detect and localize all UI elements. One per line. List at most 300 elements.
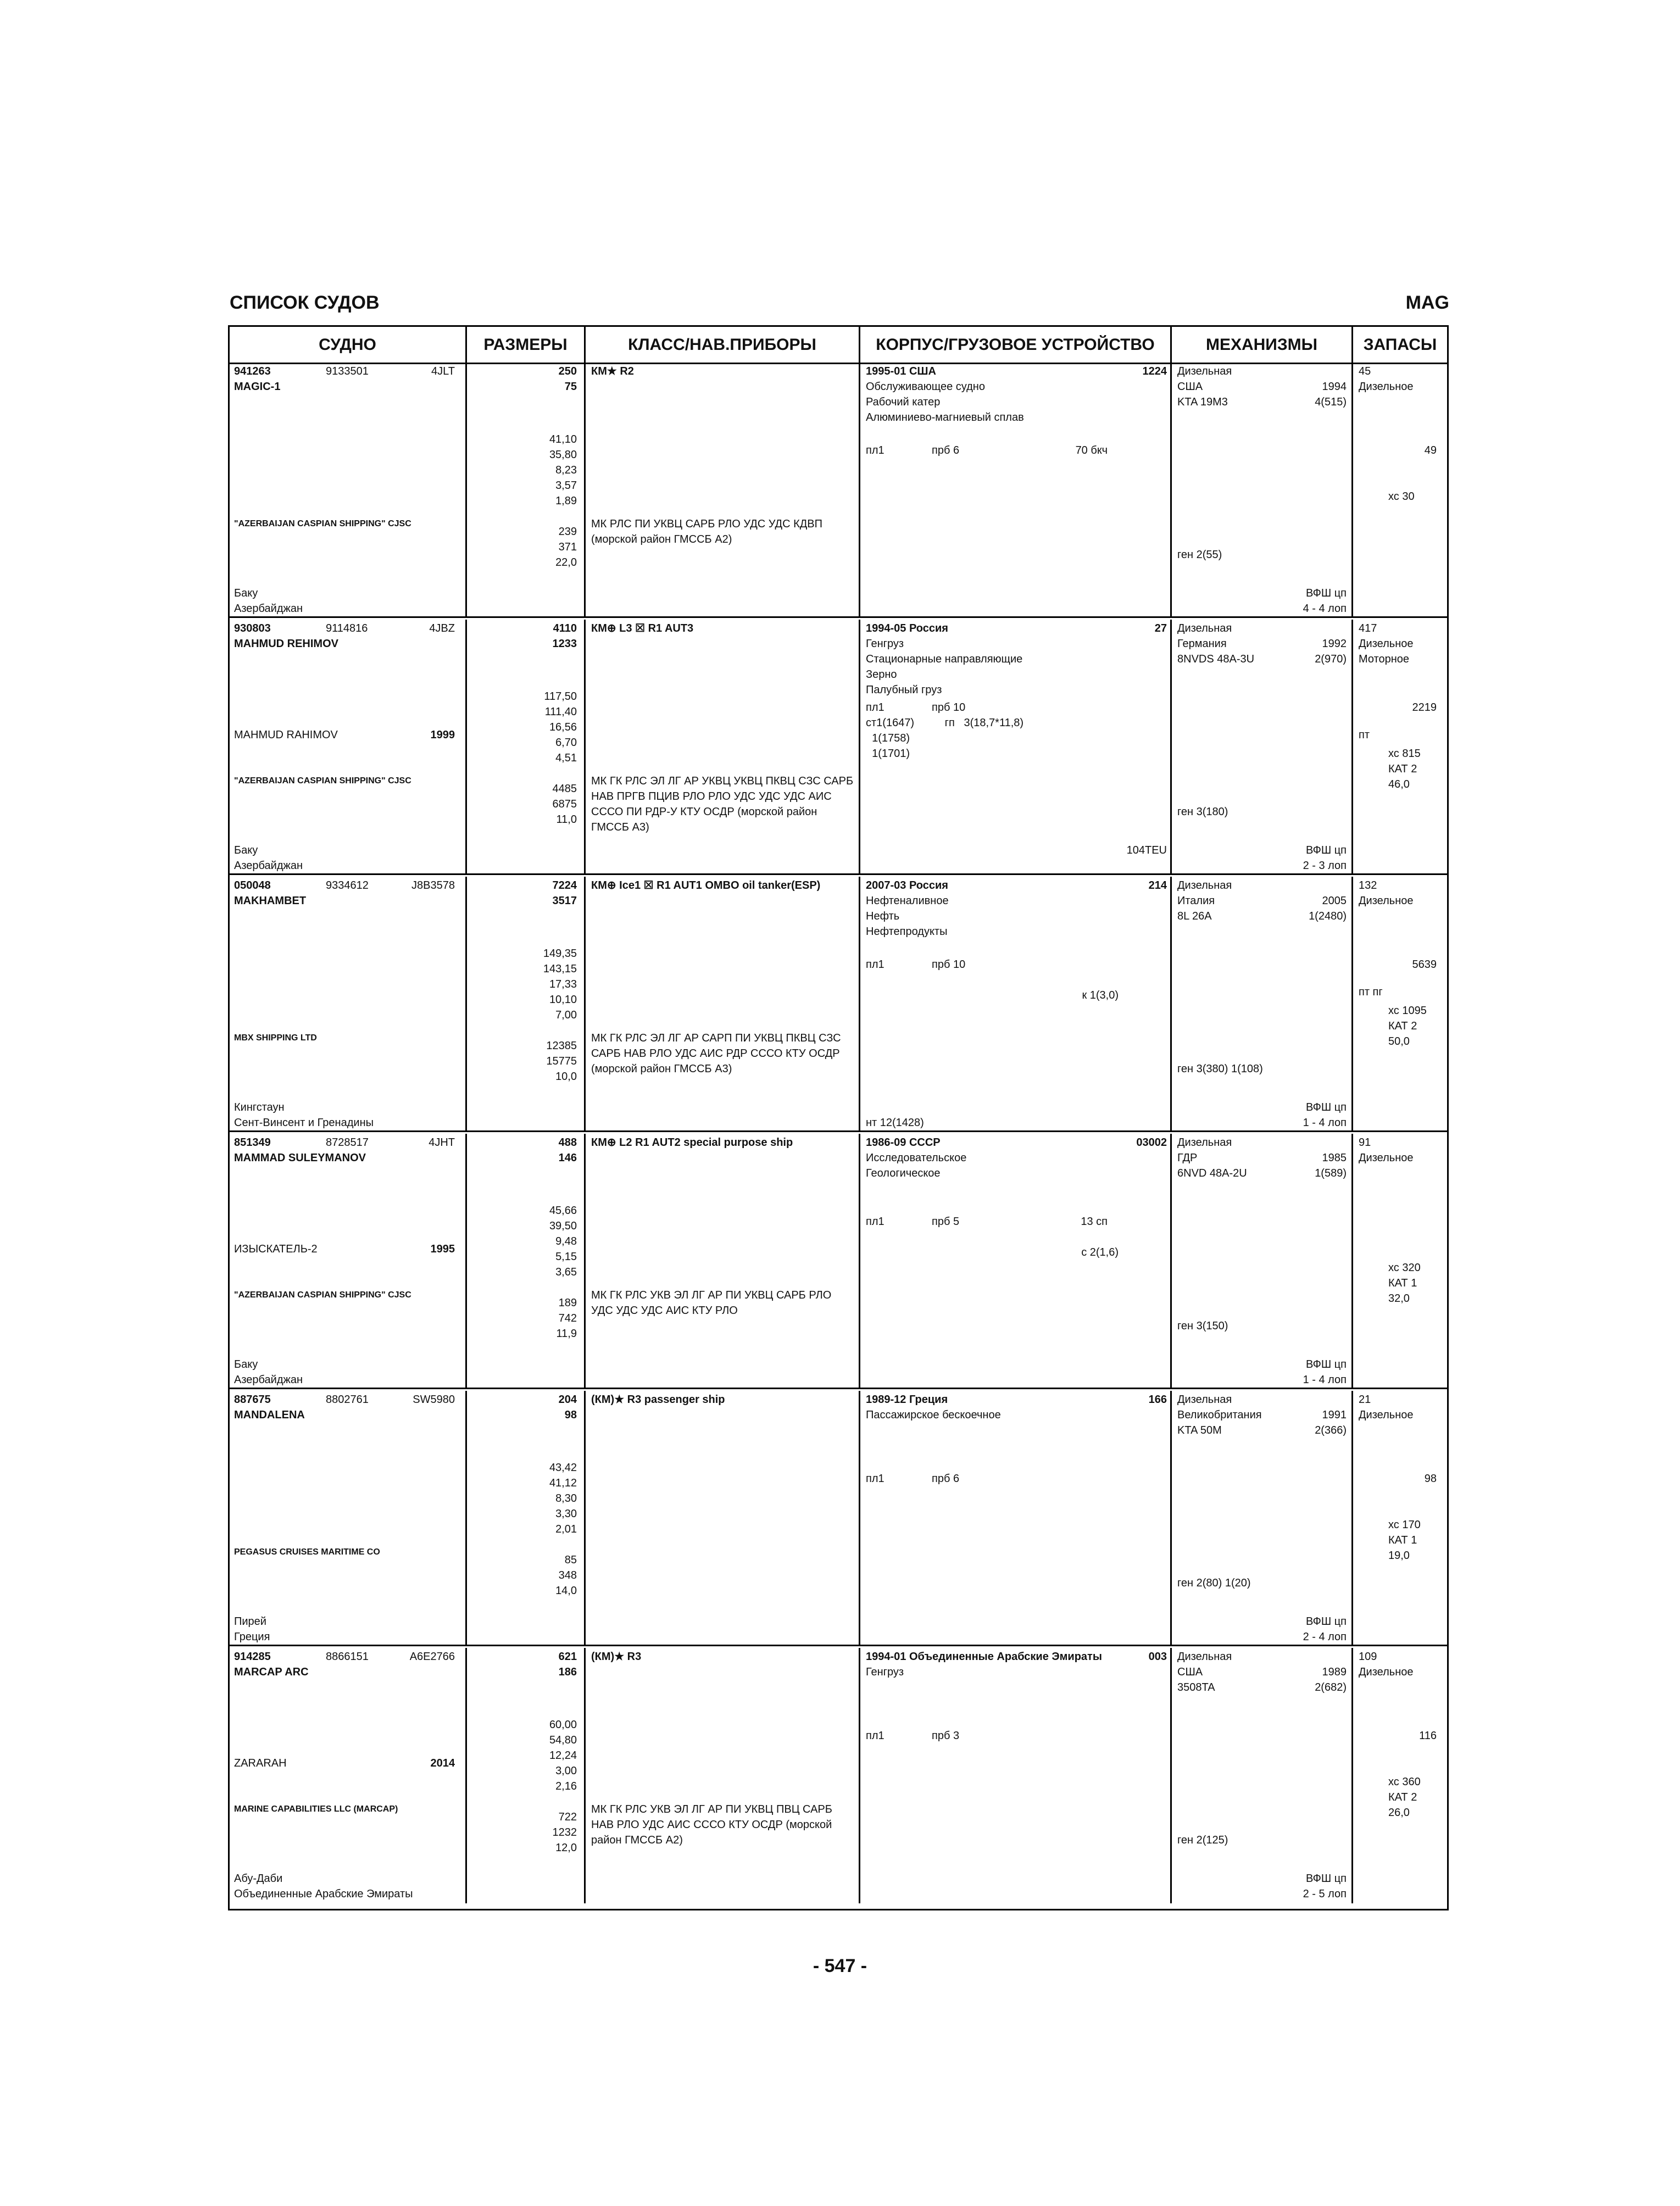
capacity-values-line: 239: [558, 526, 577, 538]
engine-info-line: 8NVDS 48A-3U: [1177, 653, 1255, 665]
fuel-stores: [1359, 621, 1414, 667]
propeller-blades: 2 - 3 лоп: [1303, 860, 1347, 872]
call-sign: A6E2766: [409, 1651, 455, 1663]
refrigeration-stores-line: 50,0: [1388, 1035, 1410, 1048]
navigation-equipment: МК РЛС ПИ УКВЦ САРБ РЛО УДС УДС КДВП (морской район ГМССБ А2): [591, 518, 822, 545]
ship-type: [866, 1407, 1001, 1423]
propeller-blades: 2 - 5 лоп: [1303, 1888, 1347, 1900]
capacity-values-line: 11,9: [556, 1328, 577, 1340]
propeller-blades: 1 - 4 лоп: [1303, 1117, 1347, 1129]
ship-record: [230, 1648, 1447, 1903]
propeller: ВФШ цп: [1305, 844, 1347, 856]
bulkheads: прб 6: [932, 1473, 960, 1485]
column-header-machinery: МЕХАНИЗМЫ: [1172, 327, 1353, 363]
hull-dimensions-line: 35,80: [549, 449, 577, 461]
capacity-values-line: 14,0: [555, 1585, 577, 1597]
gross-tonnage: 204: [558, 1394, 577, 1406]
fuel-stores: [1359, 364, 1414, 410]
fuel-capacity: 2219: [1412, 701, 1437, 714]
refrigeration-stores-line: КАТ 1: [1388, 1277, 1417, 1289]
capacity-values-line: 742: [558, 1312, 577, 1324]
hull-dimensions: [467, 1717, 577, 1794]
ship-type-line: Геологическое: [866, 1167, 941, 1179]
fuel-stores: [1359, 1135, 1414, 1181]
capacity-values: [467, 1295, 577, 1341]
hull-dimensions: [467, 1203, 577, 1280]
engine-info-line: Германия: [1177, 638, 1227, 650]
bulkheads: прб 10: [932, 701, 966, 714]
capacity-values-line: 6875: [552, 798, 577, 810]
engine-info-line: США: [1177, 381, 1203, 393]
yard-number: 27: [1154, 622, 1167, 634]
fuel-stores-line: Дизельное: [1359, 638, 1414, 650]
refrigeration-stores: [1388, 1260, 1421, 1306]
hull-dimensions-line: 6,70: [555, 737, 577, 749]
refrigeration-stores: [1388, 1517, 1421, 1563]
refrigeration-stores: [1388, 1774, 1421, 1820]
yard-number: 1224: [1142, 365, 1167, 377]
fuel-stores-line: Дизельное: [1359, 1666, 1414, 1678]
navigation-equipment: МК ГК РЛС УКВ ЭЛ ЛГ АР ПИ УКВЦ САРБ РЛО УДС УДС УДС АИС КТУ РЛО: [591, 1289, 832, 1317]
engine-year: 1985: [1322, 1152, 1347, 1164]
hull-dimensions-line: 8,23: [555, 464, 577, 476]
build-date-place: 2007-03 Россия: [866, 879, 948, 892]
owner-name: MARINE CAPABILITIES LLC (MARCAP): [234, 1804, 398, 1814]
imo-number: 9133501: [326, 365, 369, 377]
hull-dimensions-line: 3,65: [555, 1266, 577, 1278]
registry-number: 914285: [234, 1651, 271, 1663]
fuel-stores-line: 21: [1359, 1394, 1371, 1406]
hull-cell: [860, 363, 1172, 616]
column-header-ship: СУДНО: [230, 327, 467, 363]
hull-dimensions-line: 111,40: [544, 706, 577, 718]
engine-info-line: Дизельная: [1177, 1651, 1232, 1663]
machinery-cell: [1172, 1391, 1353, 1645]
hull-dimensions-line: 2,16: [555, 1780, 577, 1792]
engine-year: 1989: [1322, 1666, 1347, 1678]
net-tonnage: 146: [558, 1152, 577, 1164]
decks: пл1: [866, 1216, 884, 1228]
fuel-stores-line: 45: [1359, 365, 1371, 377]
refrigeration-stores-line: хс 170: [1388, 1519, 1421, 1531]
engine-power: 1(589): [1315, 1167, 1347, 1179]
propeller: ВФШ цп: [1305, 587, 1347, 599]
ship-type-line: Нефть: [866, 910, 900, 922]
call-sign: 4JBZ: [429, 622, 455, 634]
fuel-stores-line: [1359, 1423, 1414, 1438]
hull-dimensions: [467, 432, 577, 509]
gross-tonnage: 250: [558, 365, 577, 377]
imo-number: 9334612: [326, 879, 369, 892]
column-header-stores: ЗАПАСЫ: [1363, 336, 1437, 354]
holds: 13 сп: [1081, 1216, 1108, 1228]
hull-dimensions-line: 149,35: [543, 948, 577, 960]
fuel-stores-line: Моторное: [1359, 653, 1410, 665]
refrigeration-stores-line: хс 360: [1388, 1776, 1421, 1788]
ship-type-line: Алюминиево-магниевый сплав: [866, 411, 1024, 424]
refrigeration-stores-line: [1388, 520, 1415, 535]
class-cell: [586, 1134, 860, 1388]
fuel-stores-line: [1359, 394, 1414, 410]
ship-name: MANDALENA: [234, 1409, 305, 1421]
page-title: СПИСОК СУДОВ: [230, 292, 380, 313]
fuel-stores-line: 109: [1359, 1651, 1377, 1663]
cargo-holds: ст1(1647) гп 3(18,7*11,8) 1(1758) 1(1701): [866, 717, 1024, 760]
owner-name: PEGASUS CRUISES MARITIME CO: [234, 1547, 380, 1557]
fuel-stores-line: [1359, 1680, 1414, 1695]
home-port: Баку: [234, 587, 258, 599]
ship-type-line: Палубный груз: [866, 684, 942, 696]
registry-number: 887675: [234, 1394, 271, 1406]
engine-info-line: KTA 50M: [1177, 1424, 1222, 1436]
hull-dimensions-line: 60,00: [549, 1719, 577, 1731]
ship-cell: [230, 1391, 467, 1645]
refrigeration-stores-line: КАТ 2: [1388, 1791, 1417, 1803]
former-name-year: 1999: [430, 729, 455, 741]
engine-info-line: Дизельная: [1177, 1394, 1232, 1406]
class-notation: (КМ)★ R3 passenger ship: [591, 1394, 725, 1406]
machinery-cell: [1172, 363, 1353, 616]
hull-dimensions-line: 2,01: [555, 1523, 577, 1535]
former-name-year: 2014: [430, 1757, 455, 1769]
class-cell: [586, 363, 860, 616]
holds: 70 бкч: [1075, 444, 1108, 456]
call-sign: 4JHT: [429, 1137, 455, 1149]
hull-cell: [860, 1391, 1172, 1645]
ship-record: [230, 1391, 1447, 1646]
generators: ген 2(55): [1177, 549, 1222, 561]
column-header-hull: КОРПУС/ГРУЗОВОЕ УСТРОЙСТВО: [860, 327, 1172, 363]
flag-country: Сент-Винсент и Гренадины: [234, 1117, 374, 1129]
registry-number: 941263: [234, 365, 271, 377]
stores-cell: [1353, 1134, 1447, 1388]
ship-name: MAMMAD SULEYMANOV: [234, 1152, 366, 1164]
net-tonnage: 98: [564, 1409, 577, 1421]
dimensions-cell: [467, 1391, 586, 1645]
engine-info-line: Дизельная: [1177, 622, 1232, 634]
gross-tonnage: 621: [558, 1651, 577, 1663]
former-name: MAHMUD RAHIMOV: [234, 729, 338, 741]
dimensions-cell: [467, 620, 586, 873]
refrigeration-stores: [1388, 489, 1415, 535]
fuel-stores-line: 132: [1359, 879, 1377, 892]
ship-name: MAGIC-1: [234, 381, 281, 393]
home-port: Баку: [234, 844, 258, 856]
yard-number: 166: [1148, 1394, 1167, 1406]
ship-type-line: Генгруз: [866, 1666, 904, 1678]
build-date-place: 1994-01 Объединенные Арабские Эмираты: [866, 1651, 1102, 1663]
flag-country: Азербайджан: [234, 1374, 303, 1386]
ship-name: MAHMUD REHIMOV: [234, 638, 338, 650]
refrigeration-stores-line: [1388, 504, 1415, 520]
tank-types: пт пг: [1359, 986, 1383, 998]
class-notation: КМ⊕ L2 R1 AUT2 special purpose ship: [591, 1137, 793, 1149]
engine-year: 1991: [1322, 1409, 1347, 1421]
ship-type: [866, 893, 949, 939]
gross-tonnage: 488: [558, 1137, 577, 1149]
engine-power: 2(366): [1315, 1424, 1347, 1436]
stores-cell: [1353, 877, 1447, 1130]
capacity-values-line: 15775: [546, 1055, 577, 1067]
hull-dimensions-line: 8,30: [555, 1492, 577, 1505]
net-tonnage: 75: [564, 381, 577, 393]
ship-type: [866, 1150, 966, 1181]
ship-record: [230, 877, 1447, 1132]
decks: пл1: [866, 1730, 884, 1742]
fuel-stores-line: Дизельное: [1359, 895, 1414, 907]
page-number: - 547 -: [813, 1956, 867, 1976]
machinery-cell: [1172, 1134, 1353, 1388]
build-date-place: 1989-12 Греция: [866, 1394, 948, 1406]
navigation-equipment: МК ГК РЛС ЭЛ ЛГ АР САРП ПИ УКВЦ ПКВЦ СЗС САРБ НАВ РЛО УДС АИС РДР СССО КТУ ОСДР (морской район ГМССБ А3): [591, 1032, 841, 1075]
hull-dimensions-line: 16,56: [549, 721, 577, 733]
build-date-place: 1986-09 СССР: [866, 1137, 941, 1149]
hull-dimensions-line: 3,00: [555, 1765, 577, 1777]
machinery-cell: [1172, 877, 1353, 1130]
home-port: Кингстаун: [234, 1101, 285, 1113]
ship-cell: [230, 620, 467, 873]
hull-dimensions-line: 9,48: [555, 1235, 577, 1247]
engine-info-line: Великобритания: [1177, 1409, 1262, 1421]
registry-number: 851349: [234, 1137, 271, 1149]
refrigeration-stores-line: 26,0: [1388, 1807, 1410, 1819]
fuel-stores-line: 91: [1359, 1137, 1371, 1149]
hull-dimensions-line: 45,66: [549, 1205, 577, 1217]
home-port: Пирей: [234, 1615, 266, 1628]
capacity-values: [467, 1809, 577, 1856]
hull-dimensions-line: 3,30: [555, 1508, 577, 1520]
fuel-stores-line: Дизельное: [1359, 1409, 1414, 1421]
engine-info-line: 3508TA: [1177, 1681, 1215, 1694]
ship-type: [866, 1664, 904, 1680]
dimensions-cell: [467, 363, 586, 616]
hull-dimensions-line: 117,50: [544, 690, 577, 703]
refrigeration-stores-line: 46,0: [1388, 778, 1410, 790]
flag-country: Азербайджан: [234, 860, 303, 872]
stores-cell: [1353, 1648, 1447, 1903]
hull-dimensions-line: 143,15: [543, 963, 577, 975]
fuel-capacity: 116: [1419, 1730, 1437, 1742]
bulkheads: прб 3: [932, 1730, 960, 1742]
decks: пл1: [866, 959, 884, 971]
yard-number: 003: [1148, 1651, 1167, 1663]
refrigeration-stores-line: КАТ 2: [1388, 1020, 1417, 1032]
engine-power: 2(970): [1315, 653, 1347, 665]
capacity-values-line: 11,0: [556, 814, 577, 826]
hull-cell: [860, 1134, 1172, 1388]
capacity-values-line: 12385: [546, 1040, 577, 1052]
propeller: ВФШ цп: [1305, 1615, 1347, 1628]
call-sign: J8B3578: [411, 879, 455, 892]
tank-types: пт: [1359, 729, 1370, 741]
refrigeration-stores-line: хс 320: [1388, 1262, 1421, 1274]
tanks: нт 12(1428): [866, 1117, 924, 1129]
ship-type: [866, 636, 1022, 698]
gross-tonnage: 7224: [552, 879, 577, 892]
flag-country: Азербайджан: [234, 603, 303, 615]
ship-type: [866, 379, 1024, 425]
hull-dimensions-line: 12,24: [549, 1750, 577, 1762]
stores-cell: [1353, 620, 1447, 873]
fuel-stores-line: [1359, 909, 1414, 924]
propeller-blades: 2 - 4 лоп: [1303, 1631, 1347, 1643]
ship-record: [230, 620, 1447, 875]
refrigeration-stores: [1388, 1003, 1427, 1049]
capacity-values-line: 371: [558, 541, 577, 553]
ship-cell: [230, 877, 467, 1130]
ship-cell: [230, 1134, 467, 1388]
refrigeration-stores-line: 32,0: [1388, 1293, 1410, 1305]
fuel-stores: [1359, 878, 1414, 924]
ship-type-line: Пассажирское бескоечное: [866, 1409, 1001, 1421]
fuel-stores: [1359, 1649, 1414, 1695]
generators: ген 3(150): [1177, 1320, 1228, 1332]
imo-number: 9114816: [326, 622, 368, 634]
owner-name: "AZERBAIJAN CASPIAN SHIPPING" CJSC: [234, 1290, 411, 1300]
engine-power: 1(2480): [1309, 910, 1347, 922]
engine-year: 2005: [1322, 895, 1347, 907]
hull-dimensions-line: 10,10: [549, 994, 577, 1006]
hull-dimensions-line: 1,89: [555, 495, 577, 507]
capacity-values: [467, 781, 577, 827]
engine-info-line: Дизельная: [1177, 1137, 1232, 1149]
dimensions-cell: [467, 1134, 586, 1388]
class-cell: [586, 1648, 860, 1903]
engine-info-line: Дизельная: [1177, 879, 1232, 892]
registry-number: 050048: [234, 879, 271, 892]
cargo-gear: к 1(3,0): [1082, 989, 1119, 1001]
hull-cell: [860, 1648, 1172, 1903]
yard-number: 214: [1148, 879, 1167, 892]
hull-dimensions-line: 7,00: [555, 1009, 577, 1021]
ship-type-line: Нефтепродукты: [866, 926, 948, 938]
ship-table: [228, 325, 1449, 1910]
hull-dimensions: [467, 1460, 577, 1537]
imo-number: 8802761: [326, 1394, 369, 1406]
class-notation: КМ⊕ Ice1 ☒ R1 AUT1 OMBO oil tanker(ESP): [591, 879, 821, 892]
column-header-dimensions: РАЗМЕРЫ: [467, 327, 586, 363]
fuel-stores-line: [1359, 1166, 1414, 1181]
flag-country: Объединенные Арабские Эмираты: [234, 1888, 413, 1900]
ship-type-line: Рабочий катер: [866, 396, 941, 408]
generators: ген 3(380) 1(108): [1177, 1063, 1263, 1075]
fuel-capacity: 49: [1424, 444, 1437, 456]
ship-record: [230, 363, 1447, 618]
home-port: Абу-Даби: [234, 1873, 283, 1885]
stores-cell: [1353, 1391, 1447, 1645]
propeller: ВФШ цп: [1305, 1101, 1347, 1113]
refrigeration-stores-line: КАТ 2: [1388, 763, 1417, 775]
machinery-cell: [1172, 1648, 1353, 1903]
class-cell: [586, 1391, 860, 1645]
engine-info-line: США: [1177, 1666, 1203, 1678]
ship-record: [230, 1134, 1447, 1389]
class-notation: КМ⊕ L3 ☒ R1 AUT3: [591, 622, 694, 634]
cargo-gear: с 2(1,6): [1081, 1246, 1119, 1258]
capacity-values: [467, 524, 577, 570]
registry-number: 930803: [234, 622, 271, 634]
generators: ген 2(80) 1(20): [1177, 1577, 1251, 1589]
machinery-cell: [1172, 620, 1353, 873]
hull-dimensions-line: 39,50: [549, 1220, 577, 1232]
hull-dimensions-line: 41,10: [549, 433, 577, 445]
capacity-values-line: 4485: [552, 783, 577, 795]
refrigeration-stores: [1388, 746, 1421, 792]
refrigeration-stores-line: хс 1095: [1388, 1005, 1427, 1017]
stores-cell: [1353, 363, 1447, 616]
refrigeration-stores-line: КАТ 1: [1388, 1534, 1417, 1546]
capacity-values-line: 22,0: [555, 556, 577, 569]
build-date-place: 1994-05 Россия: [866, 622, 948, 634]
flag-country: Греция: [234, 1631, 270, 1643]
propeller: ВФШ цп: [1305, 1873, 1347, 1885]
fuel-stores-line: Дизельное: [1359, 1152, 1414, 1164]
hull-cell: [860, 620, 1172, 873]
class-notation: (КМ)★ R3: [591, 1651, 642, 1663]
build-date-place: 1995-01 США: [866, 365, 936, 377]
home-port: Баку: [234, 1358, 258, 1371]
imo-number: 8866151: [326, 1651, 369, 1663]
call-sign: SW5980: [413, 1394, 455, 1406]
hull-dimensions-line: 43,42: [549, 1462, 577, 1474]
owner-name: "AZERBAIJAN CASPIAN SHIPPING" CJSC: [234, 519, 411, 528]
class-cell: [586, 877, 860, 1130]
refrigeration-stores-line: 19,0: [1388, 1550, 1410, 1562]
hull-dimensions: [467, 946, 577, 1023]
hull-dimensions-line: 17,33: [549, 978, 577, 990]
ship-type-line: Стационарные направляющие: [866, 653, 1023, 665]
bulkheads: прб 5: [932, 1216, 960, 1228]
owner-name: MBX SHIPPING LTD: [234, 1033, 317, 1043]
ship-cell: [230, 1648, 467, 1903]
capacity-values-line: 12,0: [555, 1842, 577, 1854]
ship-type-line: Обслуживающее судно: [866, 381, 985, 393]
hull-dimensions-line: 54,80: [549, 1734, 577, 1746]
net-tonnage: 3517: [552, 895, 577, 907]
engine-info-line: ГДР: [1177, 1152, 1198, 1164]
engine-info-line: Дизельная: [1177, 365, 1232, 377]
fuel-capacity: 98: [1424, 1473, 1437, 1485]
hull-dimensions-line: 4,51: [555, 752, 577, 764]
capacity-values-line: 85: [564, 1554, 577, 1566]
decks: пл1: [866, 701, 884, 714]
capacity-values-line: 1232: [552, 1826, 577, 1839]
former-name: ZARARAH: [234, 1757, 287, 1769]
ship-type-line: Зерно: [866, 669, 897, 681]
engine-power: 4(515): [1315, 396, 1347, 408]
generators: ген 2(125): [1177, 1834, 1228, 1846]
section-code: MAG: [1405, 292, 1449, 313]
hull-dimensions-line: 41,12: [549, 1477, 577, 1489]
engine-year: 1994: [1322, 381, 1347, 393]
engine-year: 1992: [1322, 638, 1347, 650]
decks: пл1: [866, 444, 884, 456]
hull-dimensions: [467, 689, 577, 766]
generators: ген 3(180): [1177, 806, 1228, 818]
ship-name: MARCAP ARC: [234, 1666, 309, 1678]
fuel-stores: [1359, 1392, 1414, 1438]
ship-name: MAKHAMBET: [234, 895, 307, 907]
owner-name: "AZERBAIJAN CASPIAN SHIPPING" CJSC: [234, 776, 411, 786]
navigation-equipment: МК ГК РЛС ЭЛ ЛГ АР УКВЦ УКВЦ ПКВЦ СЗС САРБ НАВ ПРГВ ПЦИВ РЛО РЛО УДС УДС УДС АИС СССО ПИ РДР-У КТУ ОСДР (морской район ГМССБ А3): [591, 775, 854, 833]
ship-cell: [230, 363, 467, 616]
table-header: [230, 327, 1447, 364]
former-name-year: 1995: [430, 1243, 455, 1255]
capacity-values-line: 10,0: [555, 1071, 577, 1083]
class-notation: КМ★ R2: [591, 365, 634, 377]
net-tonnage: 1233: [552, 638, 577, 650]
engine-info-line: 6NVD 48A-2U: [1177, 1167, 1247, 1179]
